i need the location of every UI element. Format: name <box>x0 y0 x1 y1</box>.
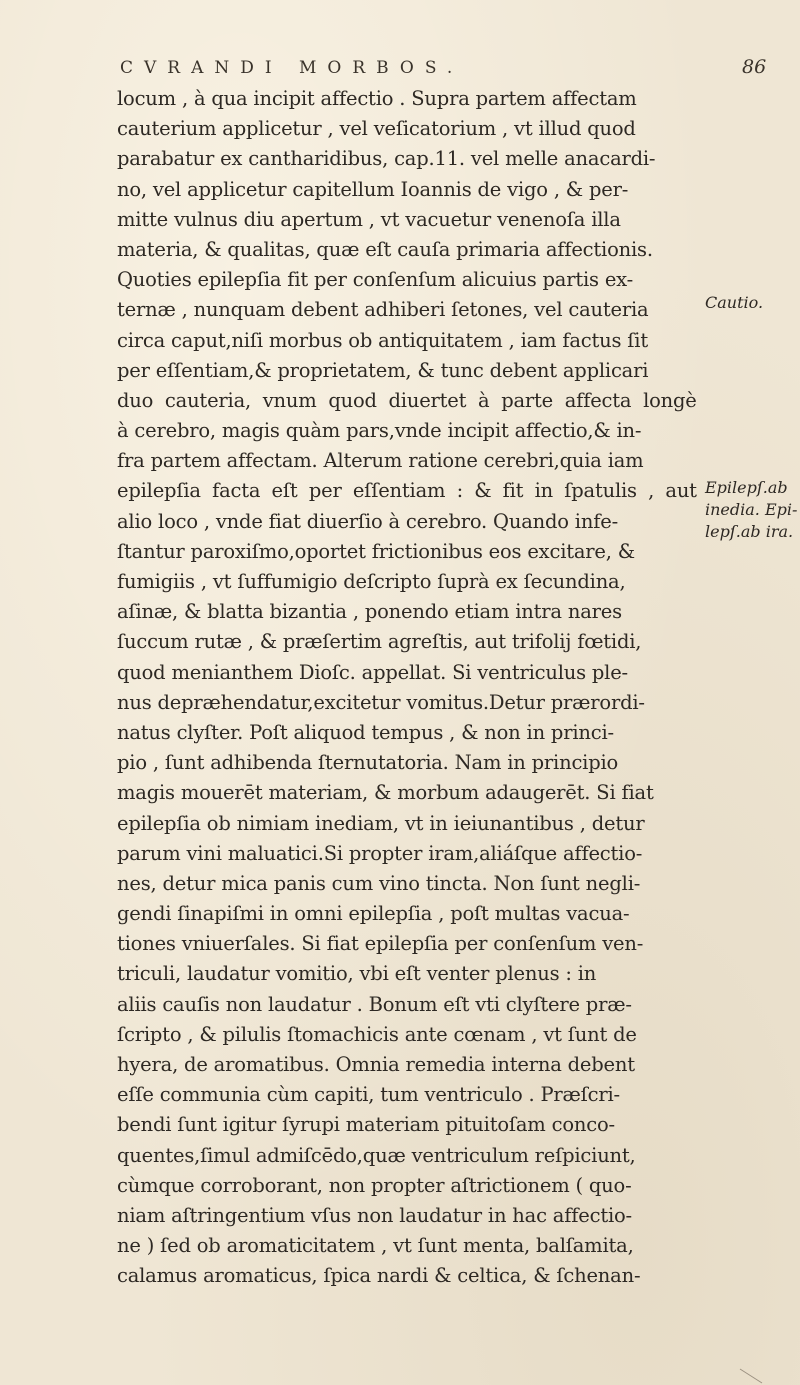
text-line: aliis cauſis non laudatur . Bonum eſt vti clyſtere præ- <box>117 992 632 1016</box>
margin-note-line: Epilepſ.ab <box>705 478 788 497</box>
text-line: no, vel applicetur capitellum Ioannis de vigo , & per- <box>117 177 629 201</box>
text-line: duo cauteria, vnum quod diuertet à parte affecta longè <box>117 388 697 412</box>
text-line: epilepſia facta eſt per eſſentiam : & fit in ſpatulis , aut <box>117 479 697 503</box>
text-line: alio loco , vnde fiat diuerſio à cerebro. Quando infe- <box>117 509 618 533</box>
page-number: 86 <box>742 56 767 78</box>
text-line: Quoties epilepſia fit per conſenſum alicuius partis ex- <box>117 268 634 292</box>
text-line: niam aſtringentium vſus non laudatur in hac affectio- <box>117 1203 632 1227</box>
text-line: parum vini maluatici.Si propter iram,aliáſque affectio- <box>117 841 643 865</box>
text-line: fra partem affectam. Alterum ratione cerebri,quia iam <box>117 449 644 473</box>
text-line: pio , ſunt adhibenda ſternutatoria. Nam in principio <box>117 751 619 775</box>
text-line: mitte vulnus diu apertum , vt vacuetur venenoſa illa <box>117 207 621 231</box>
text-line: magis mouerēt materiam, & morbum adaugerēt. Si fiat <box>117 781 654 805</box>
text-line: triculi, laudatur vomitio, vbi eſt venter plenus : in <box>117 962 597 986</box>
text-line: natus clyſter. Poſt aliquod tempus , & non in princi- <box>117 720 614 744</box>
text-line: locum , à qua incipit affectio . Supra partem affectam <box>117 87 637 110</box>
text-line: ſuccum rutæ , & præſertim agreſtis, aut trifolij fœtidi, <box>117 630 642 654</box>
margin-note-line: lepſ.ab ira. <box>705 522 794 541</box>
text-line: cauterium applicetur , vel veſicatorium , vt illud quod <box>117 117 636 141</box>
text-line: à cerebro, magis quàm pars,vnde incipit affectio,& in- <box>117 419 642 443</box>
text-line: aſinæ, & blatta bizantia , ponendo etiam intra nares <box>117 600 622 624</box>
text-line: ſcripto , & pilulis ſtomachicis ante cœnam , vt ſunt de <box>117 1022 637 1046</box>
text-line: ſtantur paroxiſmo,oportet frictionibus eos excitare, & <box>117 539 635 563</box>
page-corner-mark <box>738 1367 764 1385</box>
margin-note-cautio <box>705 292 763 314</box>
text-line: parabatur ex cantharidibus, cap.11. vel melle anacardi- <box>117 147 656 171</box>
running-head: CVRANDI MORBOS. <box>120 58 464 78</box>
main-text-block <box>117 84 697 1292</box>
text-line: gendi ſinapiſmi in omni epilepſia , poſt multas vacua- <box>117 902 630 926</box>
margin-note-line: Cautio. <box>705 293 764 312</box>
text-line: calamus aromaticus, ſpica nardi & celtica, & ſchenan- <box>117 1264 641 1288</box>
text-line: ternæ , nunquam debent adhiberi ſetones, vel cauteria <box>117 298 649 322</box>
margin-note-epilepsy <box>705 477 797 543</box>
text-line: hyera, de aromatibus. Omnia remedia interna debent <box>117 1053 635 1076</box>
text-line: per eſſentiam,& proprietatem, & tunc debent applicari <box>117 358 649 382</box>
text-line: epilepſia ob nimiam inediam, vt in ieiunantibus , detur <box>117 811 645 835</box>
text-line: quentes,ſimul admiſcēdo,quæ ventriculum reſpiciunt, <box>117 1143 636 1167</box>
margin-note-line: inedia. Epi- <box>705 500 798 519</box>
text-line: nes, detur mica panis cum vino tincta. Non ſunt negli- <box>117 871 641 895</box>
text-line: bendi ſunt igitur ſyrupi materiam pituitoſam conco- <box>117 1113 615 1137</box>
text-line: circa caput,niſi morbus ob antiquitatem , iam factus ſit <box>117 328 648 352</box>
text-line: eſſe communia cùm capiti, tum ventriculo . Præſcri- <box>117 1083 620 1107</box>
text-line: quod menianthem Dioſc. appellat. Si ventriculus ple- <box>117 660 628 684</box>
text-line: fumigiis , vt ſuffumigio deſcripto ſuprà ex ſecundina, <box>117 570 626 593</box>
text-line: nus depræhendatur,excitetur vomitus.Detur prærordi- <box>117 690 645 714</box>
text-line: materia, & qualitas, quæ eſt cauſa primaria affectionis. <box>117 237 653 261</box>
text-line: ne ) ſed ob aromaticitatem , vt ſunt menta, balſamita, <box>117 1234 634 1258</box>
text-line: tiones vniuerſales. Si fiat epilepſia per conſenſum ven- <box>117 932 644 956</box>
text-line: cùmque corroborant, non propter aſtrictionem ( quo- <box>117 1173 632 1197</box>
